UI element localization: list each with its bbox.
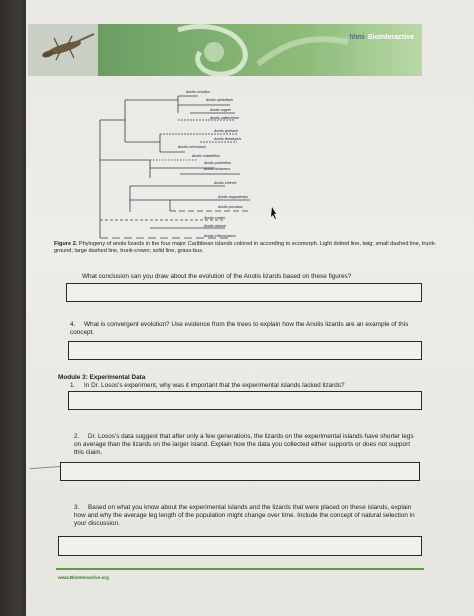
species-label: Anolis sagrei — [210, 108, 231, 112]
species-label: Anolis cuvieri — [204, 216, 226, 220]
species-label: Anolis shrevei — [214, 181, 237, 185]
biointeractive-logo-text: BioInteractive — [367, 34, 414, 41]
figure-caption-text: Phylogeny of anole lizards in the four major Caribbean islands colored in according to ecomorph. Light dotted line, twig; small dashed line, trunk-ground; large dashed line, trunk-crown; solid line, grass-bus. — [54, 241, 437, 254]
species-label: Anolis ophiolepis — [206, 98, 233, 102]
question-text: In Dr. Losos's experiment, why was it important that the experimental islands lacked lizards? — [84, 382, 345, 389]
answer-box-experimental-islands[interactable] — [68, 391, 422, 410]
species-label: Anolis grahami — [214, 129, 238, 133]
question-number: 4. — [70, 321, 76, 328]
species-label: Anolis porcatus — [218, 205, 243, 209]
species-label: Anolis alutaceus — [204, 167, 231, 171]
hhmi-logo-text: hhmi — [349, 34, 365, 41]
species-label: Anolis cristatellus — [192, 154, 220, 158]
figure-caption — [54, 241, 440, 255]
answer-box-convergent-evolution[interactable] — [68, 341, 422, 360]
module-3-heading: Module 3: Experimental Data — [58, 374, 146, 381]
footer-divider — [56, 568, 424, 570]
question-text: Dr. Losos's data suggest that after only a few generations, the lizards on the experimental islands have shorter legs on average than the lizards on the larger island. Explain how the data you collected either supports or does not support this claim. — [74, 433, 414, 456]
species-label: Anolis chlorocyanus — [204, 234, 236, 238]
species-label: Anolis pulchellus — [204, 161, 231, 165]
answer-box-natural-selection[interactable] — [58, 536, 422, 556]
question-text: What conclusion can you draw about the evolution of the Anolis lizards based on these figures? — [82, 273, 352, 280]
question-conclusion — [82, 273, 422, 281]
question-text: What is convergent evolution? Use evidence from the trees to explain how the Anolis lizards are an example of this concept. — [70, 321, 409, 336]
question-convergent-evolution — [70, 321, 422, 337]
species-label: Anolis valencienni — [210, 116, 239, 120]
question-experimental-islands — [70, 382, 422, 390]
species-label: Anolis angusticeps — [218, 195, 248, 199]
figure-caption-label: Figure 2. — [54, 241, 78, 247]
answer-box-conclusion[interactable] — [66, 283, 422, 302]
question-shorter-legs — [74, 433, 418, 457]
species-labels — [177, 90, 248, 238]
species-label: Anolis lineatopus — [214, 137, 242, 141]
footer-url[interactable]: www.BioInteractive.org — [58, 575, 109, 580]
question-number: 1. — [70, 382, 76, 389]
answer-box-shorter-legs[interactable] — [60, 462, 420, 481]
question-number: 2. — [74, 433, 80, 440]
species-label: Anolis evermanni — [178, 145, 206, 149]
question-number: 3. — [74, 504, 80, 511]
species-label: Anolis occultus — [186, 90, 210, 94]
question-natural-selection — [74, 504, 418, 528]
mouse-cursor-icon — [271, 207, 276, 219]
species-label: Anolis olssoni — [204, 224, 226, 228]
question-text: Based on what you know about the experimental islands and the lizards that were placed on these islands, explain how and why the average leg length of the population might change over time. Include the concept of natural selection in your discussion. — [74, 504, 415, 527]
